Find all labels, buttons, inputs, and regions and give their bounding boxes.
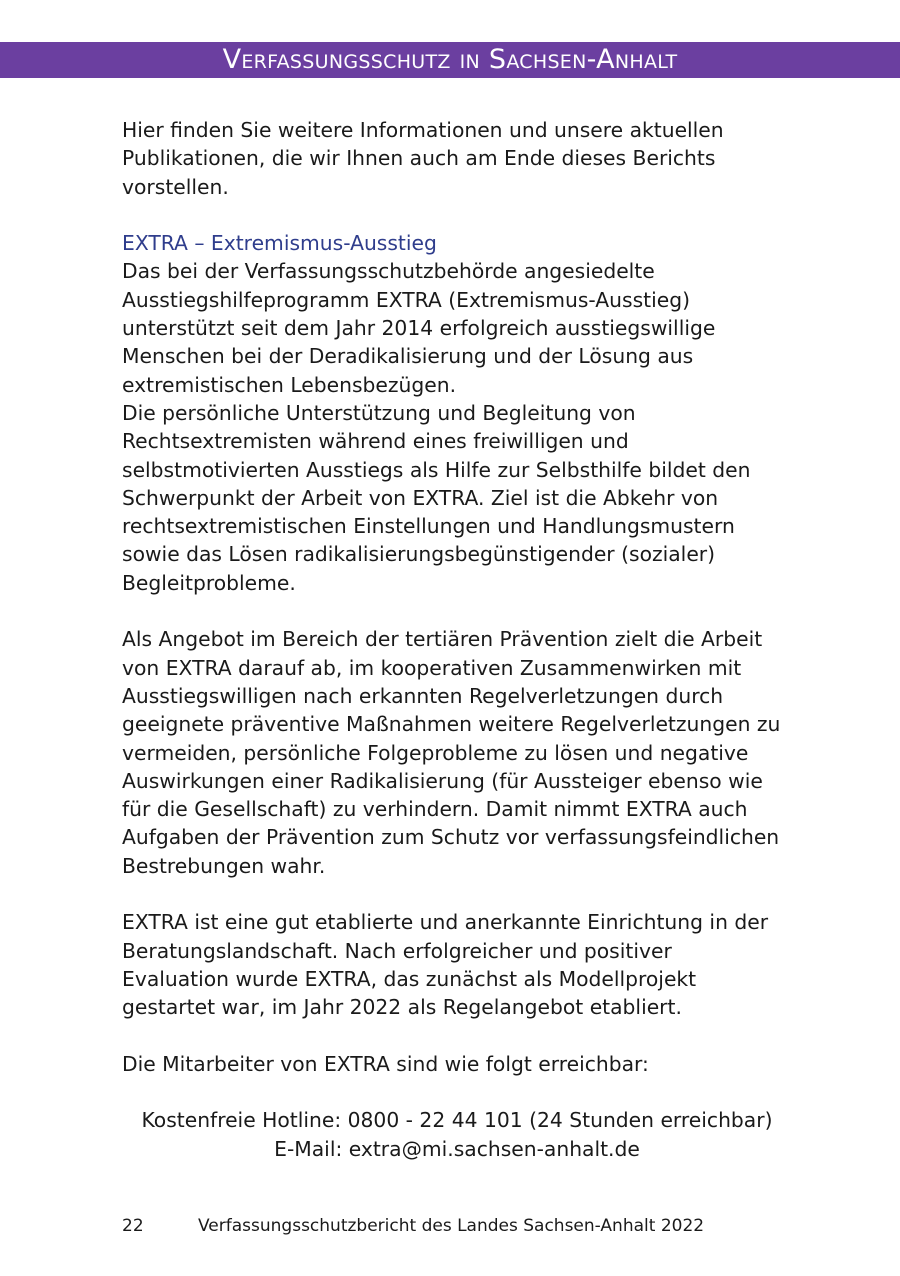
paragraph-4: EXTRA ist eine gut etablierte und anerkannte Einrichtung in der Beratungslandschaft. Nach erfolgreicher und positiver Evaluation wurde EXTRA, das zunächst als Modellprojekt gestartet war, im Jahr 2022 als Regelangebot etabliert. [122, 910, 769, 1020]
email-line: E-Mail: extra@mi.sachsen-anhalt.de [274, 1136, 640, 1161]
paragraph-5: Die Mitarbeiter von EXTRA sind wie folgt erreichbar: [122, 1051, 649, 1076]
header-bar [0, 42, 900, 78]
spacer [122, 201, 782, 229]
section-heading: EXTRA – Extremismus-Ausstieg [122, 231, 437, 256]
spacer [122, 597, 782, 625]
page-footer [122, 1214, 704, 1238]
hotline-line: Kostenfreie Hotline: 0800 - 22 44 101 (24 Stunden erreichbar) [141, 1108, 773, 1133]
spacer [122, 880, 782, 908]
spacer [122, 1078, 782, 1106]
paragraph-3: Als Angebot im Bereich der tertiären Prävention zielt die Arbeit von EXTRA darauf ab, im kooperativen Zusammenwirken mit Ausstiegswilligen nach erkannten Regelverletzungen durch geeignete präventive Maßnahmen weitere Regelverletzungen zu vermeiden, persönliche Folgeprobleme zu lösen und negative Auswirkungen einer Radikalisierung (für Aussteiger ebenso wie für die Gesellschaft) zu verhindern. Damit nimmt EXTRA auch Aufgaben der Prävention zum Schutz vor verfassungsfeindlichen Bestrebungen wahr. [122, 627, 781, 878]
footer-title: Verfassungsschutzbericht des Landes Sachsen-Anhalt 2022 [198, 1216, 705, 1236]
main-content [122, 116, 782, 1163]
paragraph-2: Die persönliche Unterstützung und Begleitung von Rechtsextremisten während eines freiwilligen und selbstmotivierten Ausstiegs als Hilfe zur Selbsthilfe bildet den Schwerpunkt der Arbeit von EXTRA. Ziel ist die Abkehr von rechtsextremistischen Einstellungen und Handlungsmustern sowie das Lösen radikalisierungsbegünstigender (sozialer) Begleitprobleme. [122, 400, 751, 595]
page-number: 22 [122, 1216, 144, 1236]
page-header-title: Verfassungsschutz in Sachsen-Anhalt [222, 44, 678, 75]
paragraph-1: Das bei der Verfassungsschutzbehörde angesiedelte Ausstiegshilfeprogramm EXTRA (Extremismus-Ausstieg) unterstützt seit dem Jahr 2014 erfolgreich ausstiegswillige Menschen bei der Deradikalisierung und der Lösung aus extremistischen Lebensbezügen. [122, 259, 716, 397]
spacer [122, 1022, 782, 1050]
intro-paragraph: Hier finden Sie weitere Informationen und unsere aktuellen Publikationen, die wir Ihnen auch am Ende dieses Berichts vorstellen. [122, 118, 724, 199]
